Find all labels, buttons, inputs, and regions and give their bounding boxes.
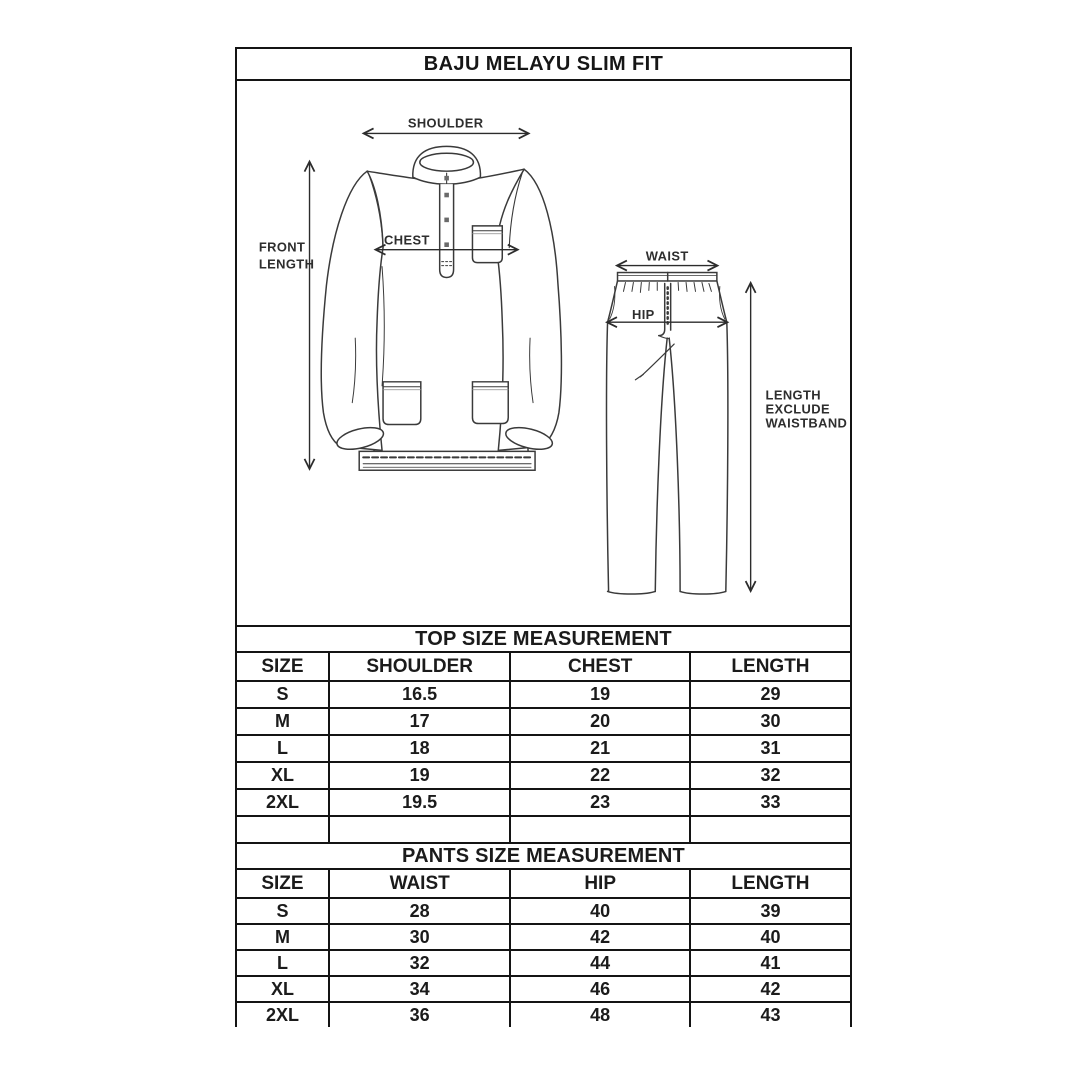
pants-fly (659, 283, 671, 338)
table-row (237, 735, 850, 762)
table-cell (690, 816, 850, 843)
table-row (237, 789, 850, 816)
table-cell: 46 (510, 976, 690, 1002)
table-cell: 16.5 (329, 681, 510, 708)
table-cell: 2XL (237, 1002, 329, 1027)
front-length-label-line1: FRONT (258, 239, 306, 255)
table-cell: 40 (690, 924, 850, 950)
column-header: SIZE (237, 652, 329, 681)
shirt-left-sleeve (321, 171, 383, 450)
table-cell: 17 (329, 708, 510, 735)
column-header: CHEST (510, 652, 690, 681)
pants-table-title: PANTS SIZE MEASUREMENT (237, 844, 850, 869)
table-cell: 19 (329, 762, 510, 789)
front-length-label-line2: LENGTH (258, 256, 315, 272)
table-cell: 19.5 (329, 789, 510, 816)
table-row (237, 898, 850, 924)
table-cell: 28 (329, 898, 510, 924)
table-cell: 39 (690, 898, 850, 924)
garment-diagram-svg (237, 81, 850, 625)
table-cell: 44 (510, 950, 690, 976)
table-row (237, 708, 850, 735)
table-cell: 42 (510, 924, 690, 950)
table-row (237, 816, 850, 843)
table-cell: 43 (690, 1002, 850, 1027)
pants-table-title-row (237, 844, 850, 869)
size-chart-sheet (235, 47, 852, 1027)
table-cell: 22 (510, 762, 690, 789)
table-cell: 23 (510, 789, 690, 816)
table-cell: 30 (690, 708, 850, 735)
top-table-title: TOP SIZE MEASUREMENT (237, 627, 850, 652)
table-cell: 31 (690, 735, 850, 762)
pants-size-table (237, 844, 850, 1027)
shirt-neckline (420, 153, 474, 171)
waist-label: WAIST (645, 248, 689, 264)
table-cell: 36 (329, 1002, 510, 1027)
table-cell: 33 (690, 789, 850, 816)
table-cell: M (237, 924, 329, 950)
column-header: SHOULDER (329, 652, 510, 681)
table-cell: 32 (329, 950, 510, 976)
pants-length-label-line2: EXCLUDE (765, 401, 831, 417)
shirt-chest-pocket (472, 226, 502, 263)
pants-length-label-line3: WAISTBAND (765, 415, 848, 431)
pants-drawing (606, 273, 727, 595)
table-row (237, 976, 850, 1002)
pants-length-label-line1: LENGTH (765, 387, 822, 403)
table-cell: S (237, 898, 329, 924)
table-row (237, 924, 850, 950)
table-cell: 32 (690, 762, 850, 789)
table-row (237, 950, 850, 976)
shirt-placket (440, 184, 454, 277)
table-cell: 40 (510, 898, 690, 924)
table-cell: XL (237, 762, 329, 789)
table-cell: 18 (329, 735, 510, 762)
table-cell: 29 (690, 681, 850, 708)
column-header: LENGTH (690, 652, 850, 681)
table-row (237, 1002, 850, 1027)
chest-label: CHEST (384, 232, 430, 248)
table-cell: 34 (329, 976, 510, 1002)
top-table-title-row (237, 627, 850, 652)
hip-label: HIP (631, 307, 655, 323)
table-cell (510, 816, 690, 843)
table-cell: 30 (329, 924, 510, 950)
top-table-body (237, 681, 850, 843)
column-header: LENGTH (690, 869, 850, 898)
table-cell: XL (237, 976, 329, 1002)
garment-diagram (237, 81, 850, 627)
page-title: BAJU MELAYU SLIM FIT (237, 49, 850, 81)
table-cell: M (237, 708, 329, 735)
table-cell: 21 (510, 735, 690, 762)
shirt-left-pocket (383, 382, 421, 425)
table-cell: 41 (690, 950, 850, 976)
top-table-header-row (237, 652, 850, 681)
table-cell (329, 816, 510, 843)
pants-table-header-row (237, 869, 850, 898)
column-header: HIP (510, 869, 690, 898)
table-cell: 2XL (237, 789, 329, 816)
table-row (237, 762, 850, 789)
shirt-hem-band (359, 451, 535, 470)
table-row (237, 681, 850, 708)
pants-table-body (237, 898, 850, 1027)
table-cell: 42 (690, 976, 850, 1002)
column-header: WAIST (329, 869, 510, 898)
table-cell: 19 (510, 681, 690, 708)
column-header: SIZE (237, 869, 329, 898)
top-size-table (237, 627, 850, 844)
table-cell: L (237, 735, 329, 762)
table-cell: L (237, 950, 329, 976)
shirt-drawing (321, 146, 561, 470)
shirt-right-pocket (472, 382, 508, 424)
table-cell: 48 (510, 1002, 690, 1027)
shoulder-label: SHOULDER (407, 115, 484, 131)
table-cell (237, 816, 329, 843)
table-cell: S (237, 681, 329, 708)
table-cell: 20 (510, 708, 690, 735)
